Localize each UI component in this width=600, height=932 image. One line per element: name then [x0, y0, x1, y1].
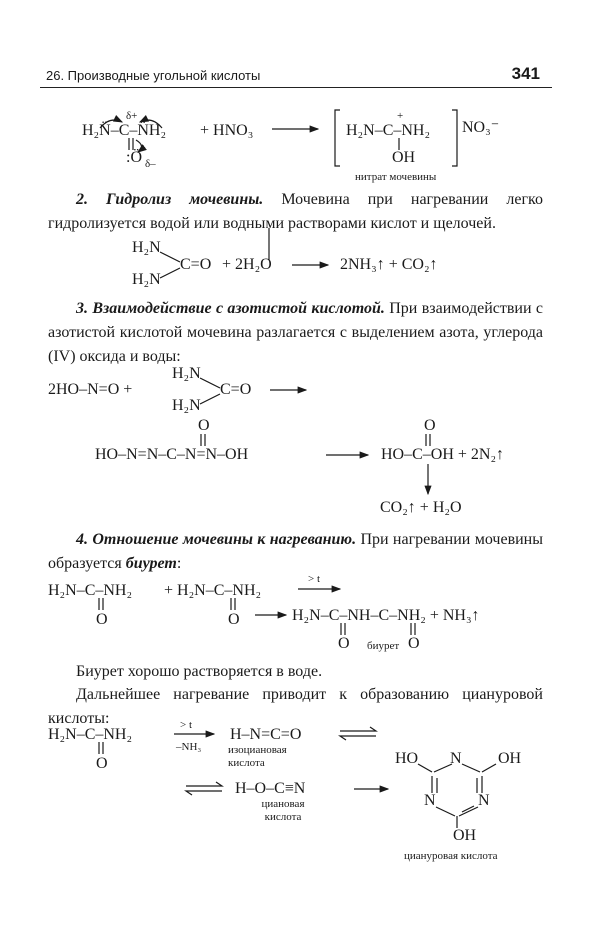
urea-nitrate-cation: H₂N–C–NH₂ [346, 122, 431, 139]
urea-h2n-bottom: H₂N [132, 271, 161, 288]
ring-bond-ho-left [418, 764, 432, 772]
ring-oh-bottom: OH [453, 827, 477, 844]
nitrous-acid: 2HO–N=O + [48, 381, 133, 398]
urea-carbonyl-2: C=O [220, 381, 252, 398]
ring-bond-bottom-left [436, 807, 455, 816]
s3-bond-top [200, 378, 220, 388]
nitric-acid: + HNO₃ [200, 122, 254, 139]
biuret-oxygen-2: O [408, 635, 420, 652]
cyanuric-condition-bottom: –NH₃ [176, 741, 202, 753]
ring-n-right: N [478, 792, 490, 809]
s3-bond-bottom [200, 394, 220, 404]
heating-heading: 4. Отношение мочевины к нагреванию. [76, 531, 357, 548]
heating-colon: : [176, 555, 182, 572]
urea-h2n-top-2: H₂N [172, 365, 201, 382]
s2-bond-top [160, 252, 180, 262]
paragraph-biuret-solubility: Биурет хорошо растворяется в воде. [76, 663, 323, 680]
hydrolysis-heading: 2. Гидролиз мочевины. [76, 191, 264, 208]
diazo-intermediate: HO–N=N–C–N=N–OH [95, 446, 249, 463]
running-header: 26. Производные угольной кислоты [46, 68, 261, 83]
urea-molecule-1: H₂N–C–NH₂ [48, 582, 133, 599]
biuret-term: биурет [125, 555, 177, 572]
delta-minus: δ– [145, 158, 156, 170]
urea-carbonyl: C=O [180, 256, 212, 273]
r1-electron-arrow-left [100, 120, 122, 128]
r1-bracket-left [335, 110, 340, 166]
urea-h2n-top: H₂N [132, 239, 161, 256]
carbonyl-oxygen: :Ö [126, 149, 142, 166]
ring-n-top: N [450, 750, 462, 767]
biuret-equation: H₂N–C–NH–C–NH₂ + NH₃↑ [292, 607, 480, 624]
cyanuric-condition-top: > t [180, 719, 193, 731]
cyanic-acid: H–O–C≡N [235, 780, 306, 797]
paragraph-cyanuric: Дальнейшее нагревание приводит к образованию циануровой кислоты: [48, 686, 543, 727]
isocyanic-acid: H–N=C=O [230, 726, 302, 743]
cyanic-caption: циановая кислота [261, 798, 305, 823]
cation-oh: OH [392, 149, 416, 166]
cyanuric-caption: циануровая кислота [404, 850, 498, 862]
urea3-oxygen: O [96, 755, 108, 772]
nitrate-anion: NO₃⁻ [462, 119, 500, 136]
heating-text: При нагревании мочевины образуется [48, 531, 543, 572]
biuret-oxygen-1: O [338, 635, 350, 652]
ring-ho-left: HO [395, 750, 419, 767]
intermediate-oxygen: O [198, 417, 210, 434]
cation-charge: + [397, 110, 404, 122]
nitrous-text: При взаимодействии с азотистой кислотой мочевина разлагается с выделением азота, углерода (IV) оксида и воды: [48, 300, 544, 365]
ring-oh-right: OH [498, 750, 522, 767]
biuret-caption: биурет [367, 640, 400, 652]
nitrous-heading: 3. Взаимодействие с азотистой кислотой. [76, 300, 385, 317]
ring-bond-top-left [434, 764, 452, 772]
carbonic-acid: HO–C–OH + 2N₂↑ [381, 446, 505, 463]
r1-bracket-right [452, 110, 457, 166]
urea-nitrate-caption: нитрат мочевины [355, 171, 437, 183]
water-reagent: + 2H₂O [222, 256, 272, 273]
page-number: 341 [511, 64, 540, 83]
hydrolysis-text: Мочевина при нагревании легко гидролизуется водой или водными растворами кислот и щелочей. [48, 191, 543, 232]
s5-equilibrium-1-top [340, 727, 376, 731]
s2-bond-bottom [160, 268, 180, 278]
s5-equilibrium-2-bottom [186, 791, 222, 795]
delta-plus: δ+ [126, 110, 138, 122]
isocyanic-caption: изоциановая кислота [228, 744, 287, 769]
urea-molecule-2: + H₂N–C–NH₂ [164, 582, 262, 599]
ring-n-left: N [424, 792, 436, 809]
heating-condition: > t [308, 573, 321, 585]
s5-equilibrium-2-top [186, 782, 222, 786]
urea1-oxygen: O [96, 611, 108, 628]
urea-reagent: H₂N̈–C–N̈H₂ [82, 122, 167, 139]
urea-molecule-3: H₂N–C–NH₂ [48, 726, 133, 743]
decomposition-products: CO₂↑ + H₂O [380, 499, 462, 516]
ring-bond-top-right [462, 764, 480, 772]
ring-bond-oh-right [482, 764, 496, 772]
urea-h2n-bottom-2: H₂N [172, 397, 201, 414]
r1-electron-arrow-oxygen [136, 140, 142, 152]
urea2-oxygen: O [228, 611, 240, 628]
s5-equilibrium-1-bottom [340, 736, 376, 740]
hydrolysis-products: 2NH₃↑ + CO₂↑ [340, 256, 438, 273]
r1-electron-arrow-right [140, 120, 162, 128]
carbonic-oxygen: O [424, 417, 436, 434]
